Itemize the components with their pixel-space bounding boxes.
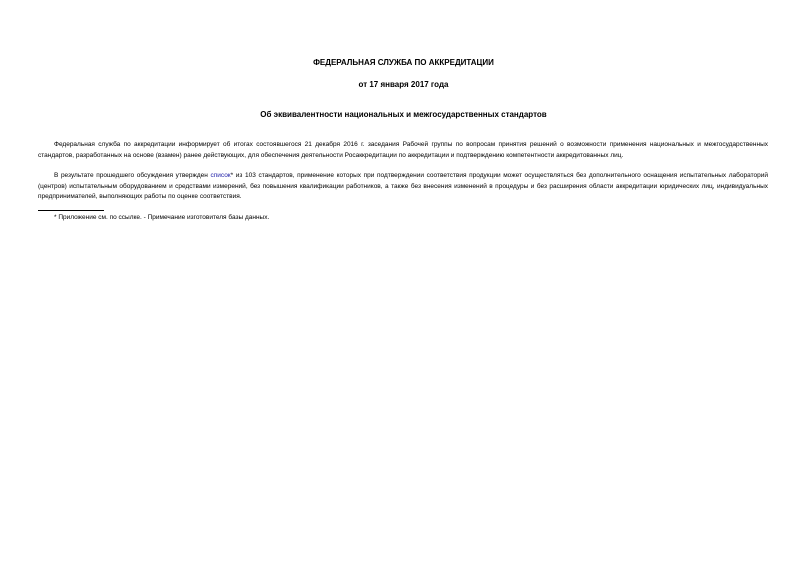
footnote-divider	[38, 210, 104, 211]
organization-heading: ФЕДЕРАЛЬНАЯ СЛУЖБА ПО АККРЕДИТАЦИИ	[313, 58, 494, 67]
paragraph-result-text-before: В результате прошедшего обсуждения утвержден	[54, 172, 211, 179]
list-link[interactable]: список	[210, 172, 231, 179]
paragraph-result-text-after: * из 103 стандартов, применение которых при подтверждении соответствия продукции может осуществляться без дополнительного оснащения испытательных лабораторий (центров) испытательным оборудованием и средствами измерений, без повышения квалификации работников, а также без внесения изменений в процедуры и без расширения области аккредитации юридических лиц, индивидуальных предпринимателей, выполняющих работы по оценке соответствия.	[38, 172, 768, 200]
footnote-text: * Приложение см. по ссылке. - Примечание изготовителя базы данных.	[54, 214, 270, 221]
document-title: Об эквивалентности национальных и межгосударственных стандартов	[260, 110, 547, 119]
paragraph-intro: Федеральная служба по аккредитации информирует об итогах состоявшегося 21 декабря 2016 г. заседания Рабочей группы по вопросам принятия решений о возможности применения национальных и межгосударственных стандартов, разработанных на основе (взамен) ранее действующих, для обеспечения деятельности Росаккредитации по аккредитации и подтверждению компетентности аккредитованных лиц.	[38, 141, 768, 159]
paragraph-result	[38, 171, 768, 203]
document-date: от 17 января 2017 года	[358, 80, 449, 89]
